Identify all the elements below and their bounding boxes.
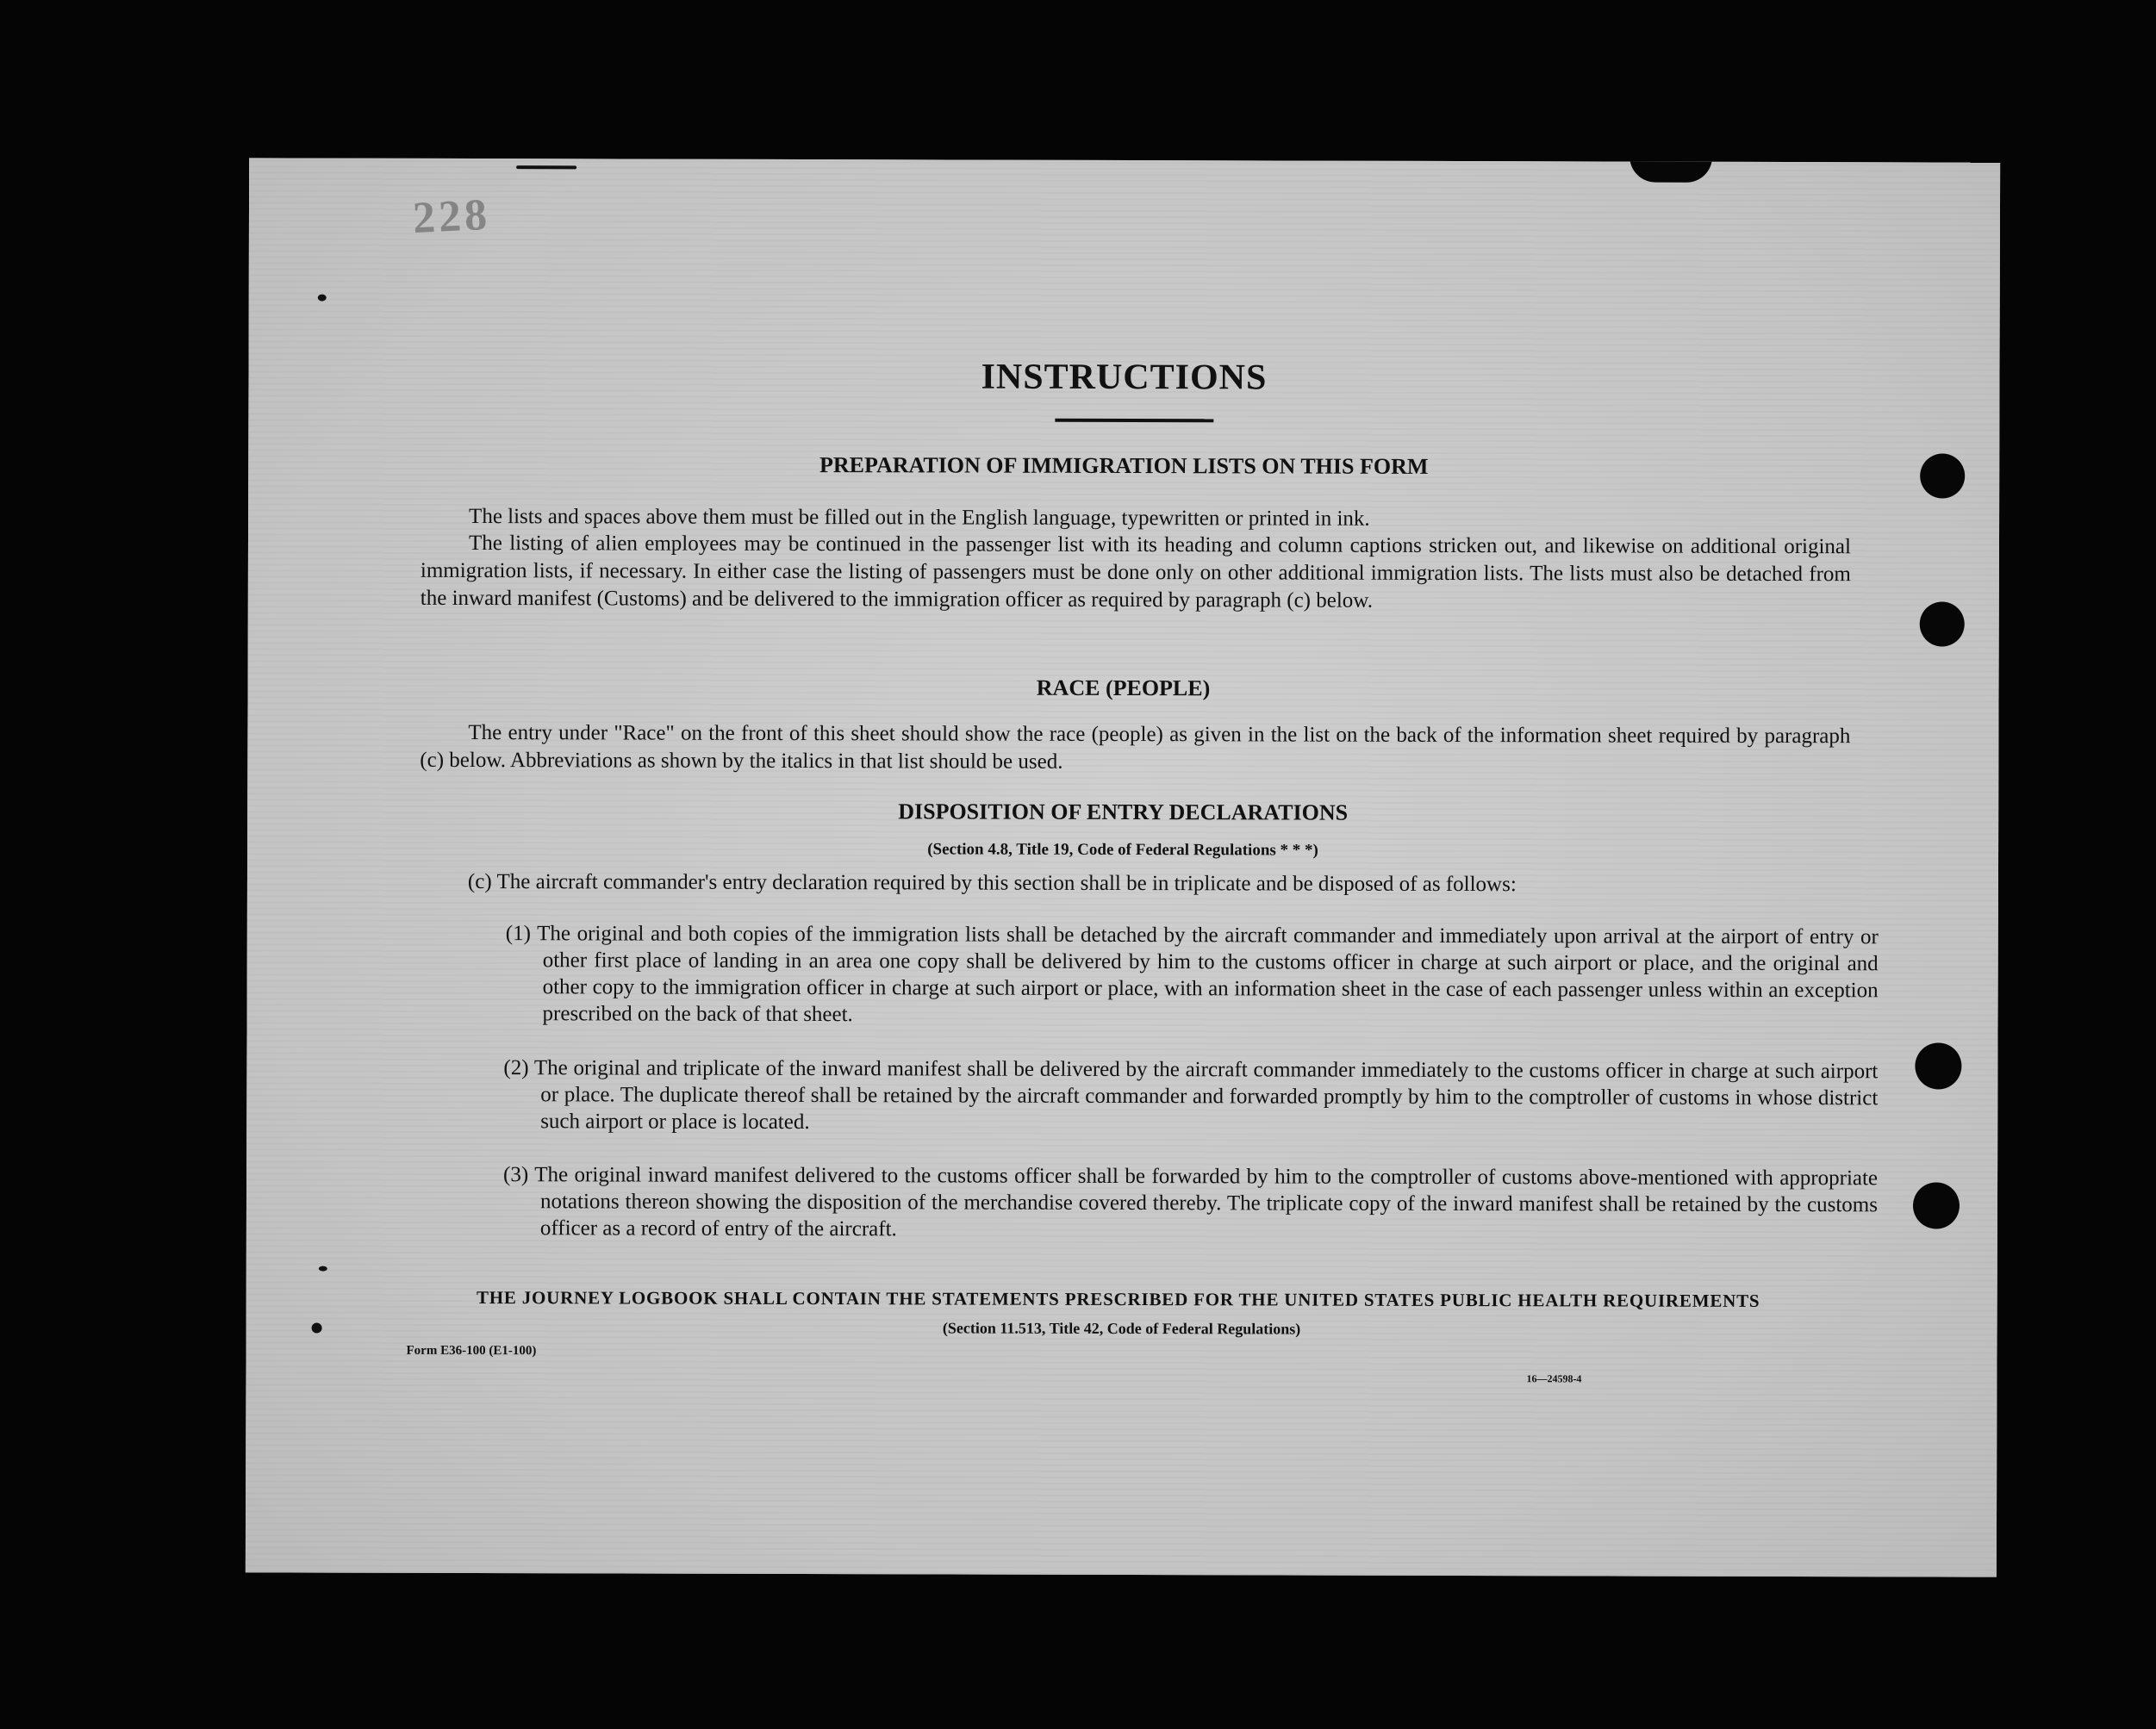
- page-title: INSTRUCTIONS: [981, 357, 1268, 398]
- form-number: Form E36-100 (E1-100): [406, 1343, 537, 1359]
- title-underline: [1055, 419, 1213, 422]
- document-page: [246, 158, 2000, 1577]
- paragraph-race-entry: The entry under "Race" on the front of this sheet should show the race (people) as given in the list on the back of the information sheet required by paragraph (c) below. Abbreviations as shown by the italics in that list should be used.: [420, 721, 1851, 774]
- section-heading-race: RACE (PEOPLE): [1036, 675, 1211, 701]
- section-citation-title-19: (Section 4.8, Title 19, Code of Federal Regulations * * *): [927, 840, 1318, 860]
- instructions-content: [246, 158, 2000, 1577]
- section-heading-immigration-lists: PREPARATION OF IMMIGRATION LISTS ON THIS FORM: [819, 452, 1429, 479]
- page-stamp: 228: [411, 190, 492, 244]
- paragraph-c-intro: (c) The aircraft commander's entry declaration required by this section shall be in triplicate and be disposed of as follows:: [467, 870, 1517, 897]
- section-heading-disposition: DISPOSITION OF ENTRY DECLARATIONS: [898, 799, 1349, 825]
- paragraph-alien-employees: The listing of alien employees may be continued in the passenger list with its heading and column captions stricken out, and likewise on additional original immigration lists, if necessary. In either case the listing of passengers must be done only on other additional immigration lists. The lists must also be detached from the inward manifest (Customs) and be delivered to the immigration officer as required by paragraph (c) below.: [420, 532, 1852, 613]
- health-requirements-notice: THE JOURNEY LOGBOOK SHALL CONTAIN THE STATEMENTS PRESCRIBED FOR THE UNITED STATES PUBLIC HEALTH REQUIREMENTS: [476, 1287, 1760, 1311]
- list-item-1: (1) The original and both copies of the immigration lists shall be detached by the aircraft commander and immediately upon arrival at the airport of entry or other first place of landing in an area one copy shall be delivered by him to the customs officer in charge at such airport or place, and the original and other copy to the immigration officer in charge at such airport or place, with an information sheet in the case of each passenger unless within an exception prescribed on the back of that sheet.: [505, 922, 1879, 1027]
- list-item-2: (2) The original and triplicate of the inward manifest shall be delivered by the aircraft commander immediately to the customs officer in charge at such airport or place. The duplicate thereof shall be retained by the aircraft commander and forwarded promptly by him to the comptroller of customs in whose district such airport or place is located.: [503, 1056, 1879, 1135]
- list-item-3: (3) The original inward manifest delivered to the customs officer shall be forwarded by him to the comptroller of customs above-mentioned with appropriate notations thereon showing the disposition of the merchandise covered thereby. The triplicate copy of the inward manifest shall be retained by the customs officer as a record of entry of the aircraft.: [503, 1163, 1879, 1241]
- paragraph-english-language: The lists and spaces above them must be filled out in the English language, typewritten or printed in ink.: [469, 505, 1370, 531]
- print-code: 16—24598-4: [1526, 1372, 1582, 1385]
- health-citation: (Section 11.513, Title 42, Code of Federal Regulations): [942, 1319, 1301, 1338]
